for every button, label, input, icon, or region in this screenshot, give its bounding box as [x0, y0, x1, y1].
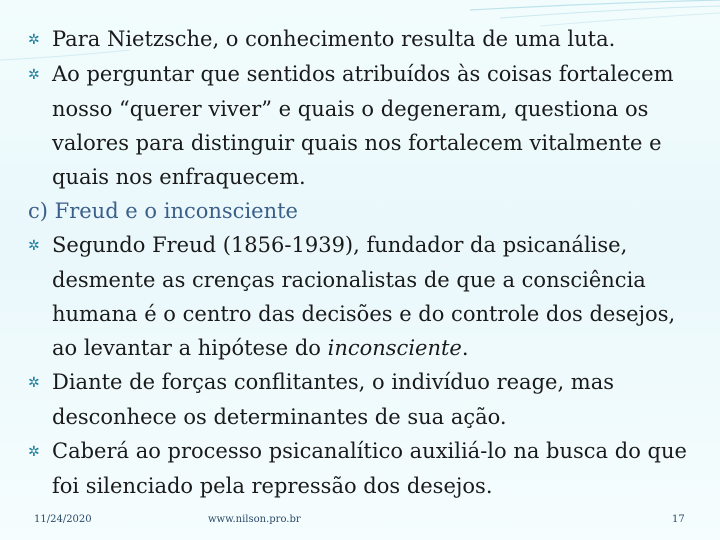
bullet-paragraph: [28, 434, 698, 503]
paragraph-text: Segundo Freud (1856-1939), fundador da psicanálise, desmente as crenças racionalistas de que a consciência humana é o centro das decisões e do controle dos desejos, ao levantar a hipótese do: [52, 233, 676, 360]
footer-date: 11/24/2020: [34, 514, 92, 525]
paragraph-text: Para Nietzsche, o conhecimento resulta de uma luta.: [52, 27, 616, 51]
bullet-paragraph: [28, 57, 698, 194]
section-heading-text: c) Freud e o inconsciente: [28, 199, 298, 223]
paragraph-text: Diante de forças conflitantes, o indivíduo reage, mas desconhece os determinantes de sua ação.: [52, 370, 615, 429]
bullet-paragraph: [28, 22, 698, 57]
paragraph-text: Ao perguntar que sentidos atribuídos às coisas fortalecem nosso “querer viver” e quais o degeneram, questiona os valores para distinguir quais nos fortalecem vitalmente e quais nos enfraquecem.: [52, 62, 674, 189]
paragraph-text-end: .: [461, 336, 469, 360]
footer-site-link[interactable]: www.nilson.pro.br: [208, 514, 301, 525]
footer-page-number: 17: [672, 514, 685, 525]
bullet-paragraph: [28, 365, 698, 434]
sparkle-bullet-icon: ✲: [28, 375, 40, 391]
sparkle-bullet-icon: ✲: [28, 67, 40, 83]
paragraph-text: Caberá ao processo psicanalítico auxiliá-lo na busca do que foi silenciado pela repressão dos desejos.: [52, 439, 687, 498]
slide-footer: [0, 514, 720, 532]
bullet-paragraph: [28, 228, 698, 365]
slide-body: [28, 22, 698, 503]
emphasized-term: inconsciente: [327, 336, 462, 360]
sparkle-bullet-icon: ✲: [28, 238, 40, 254]
section-heading: [28, 194, 698, 228]
sparkle-bullet-icon: ✲: [28, 444, 40, 460]
sparkle-bullet-icon: ✲: [28, 32, 40, 48]
